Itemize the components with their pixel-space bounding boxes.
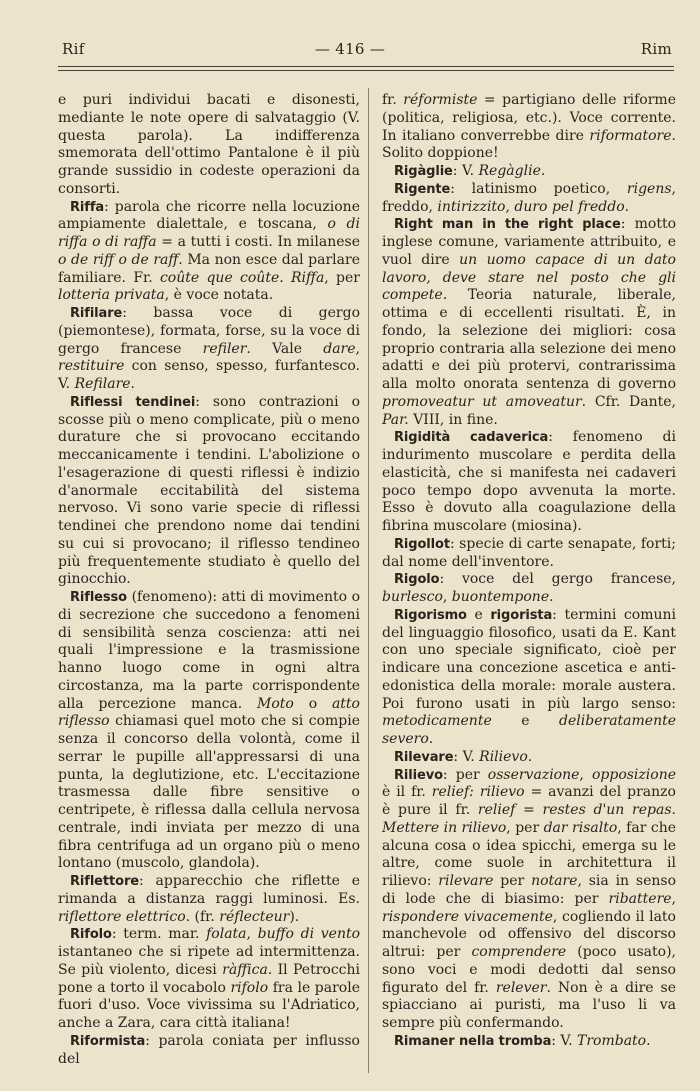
entry-text: : voce del gergo francese, — [439, 571, 676, 588]
italic-text: deliberatamente severo — [382, 713, 676, 747]
entry-headword: Riflesso — [70, 590, 128, 605]
entry-text: , — [442, 589, 452, 605]
italic-text: Par. — [382, 411, 409, 428]
entry-text: , per — [324, 269, 360, 286]
dictionary-entry — [382, 749, 676, 767]
entry-text: , per — [506, 819, 544, 836]
italic-text: buffo di vento — [257, 926, 361, 943]
dictionary-entry — [382, 163, 676, 181]
dictionary-entry — [382, 181, 676, 217]
italic-text: intirizzito — [437, 198, 506, 215]
italic-text: Refilare — [74, 376, 131, 392]
entry-text: fr. — [382, 92, 404, 108]
entry-text: con senso, spesso, furfantesco. V. — [58, 358, 360, 392]
italic-text: opposizione — [591, 766, 676, 783]
entry-text: , cogliendo il lato manchevole od offensivo del discorso altrui: per — [382, 908, 676, 960]
entry-text: istantaneo che si ripete ad intermittenza. Se più violento, dicesi — [58, 944, 360, 978]
entry-text: (fenomeno): atti di movimento o di secrezione che succedono a fenomeni di sensibilità senza coscienza: atti nei quali l'impressione e la trasmissione hanno luogo come in ogni altra circostanza, ma la parte corrispondente alla percezione manca. — [58, 589, 360, 712]
dictionary-entry — [382, 429, 676, 536]
entry-text: , — [505, 198, 515, 215]
entry-headword: Rilevare — [394, 749, 454, 765]
right-column — [382, 92, 676, 1051]
italic-text: ràffica — [222, 961, 268, 978]
entry-text: e puri individui bacati e disonesti, mediante le note opere di salvataggio (V. questa parola). La indifferenza smemorata dell'ottimo Pantalone è il più grande sussidio in codeste operazioni da consorti. — [58, 92, 360, 197]
italic-text: ribattere — [608, 890, 672, 907]
italic-text: lotteria privata — [58, 287, 165, 304]
running-head-left: Rif — [62, 40, 85, 58]
entry-headword: Rigidità cadaverica — [394, 430, 549, 446]
entry-headword: Rimaner nella tromba — [394, 1033, 552, 1049]
italic-text: restituire — [58, 358, 125, 375]
italic-text: o di riffa o di raffa — [58, 216, 360, 250]
italic-text: Mettere in rilievo — [382, 819, 507, 836]
entry-text: , — [355, 340, 360, 357]
entry-headword: Riffa — [70, 199, 105, 215]
entry-text: = a tutti i costi. In milanese — [156, 234, 360, 250]
entry-text: . Solito doppione! — [382, 127, 676, 162]
dictionary-entry — [382, 571, 676, 607]
italic-text: o de riff o de raff. — [58, 251, 183, 268]
entry-text: , è voce notata. — [164, 287, 274, 304]
italic-text: burlesco — [382, 589, 443, 605]
italic-text: rispondere vivacemente — [382, 908, 553, 925]
entry-text: (poco usato), sono voci e modi dedotti dal senso figurato del fr. — [382, 944, 676, 996]
italic-text: coûte que coûte. — [159, 269, 284, 286]
entry-text: : latinismo poetico, — [450, 180, 627, 197]
entry-headword: Rilievo — [394, 767, 443, 783]
entry-text: : term. mar. — [111, 926, 207, 943]
italic-text: relief: rilievo — [431, 784, 525, 801]
entry-text: . Cfr. Dante, — [581, 393, 676, 410]
entry-text: e — [491, 713, 560, 730]
entry-headword: Rigollot — [394, 536, 450, 552]
dictionary-entry — [382, 607, 676, 749]
entry-text: . — [428, 731, 434, 747]
italic-text: rifolo — [230, 979, 269, 996]
entry-text: : bassa voce di gergo (piemontese), formata, forse, su la voce di gergo francese — [58, 305, 360, 357]
header-rule-bottom — [58, 70, 674, 71]
entry-text: , — [579, 766, 592, 783]
entry-text: e — [466, 606, 491, 623]
entry-text: : V. — [551, 1032, 577, 1049]
dictionary-entry — [382, 767, 676, 1033]
entry-text: . — [540, 163, 546, 179]
italic-text: atto riflesso — [58, 695, 360, 730]
entry-headword: rigorista — [490, 607, 553, 623]
italic-text: dare — [323, 340, 356, 357]
italic-text: duro pel freddo — [514, 198, 625, 215]
dictionary-entry — [382, 1033, 676, 1051]
italic-text: Moto — [257, 695, 294, 712]
dictionary-entry — [58, 589, 360, 873]
entry-headword: Rigolo — [394, 572, 440, 588]
entry-text: è il fr. — [382, 784, 432, 801]
page-number: — 416 — — [314, 40, 386, 58]
dictionary-entry — [58, 926, 360, 1033]
dictionary-entry — [58, 394, 360, 589]
entry-text: : sono contrazioni o scosse più o meno complicate, più o meno durature che si provocano eccitando meccanicamente i tendini. L'abolizione o l'esagerazione di questi riflessi è indizio d'anormale eccitabilità del sistema nervoso. Vi sono varie specie di riflessi tendinei che prendono nome dai tendini su cui si provocano; il riflesso tendineo più frequentemente studiato è quello del ginocchio. — [58, 393, 360, 588]
italic-text: Riffa — [291, 269, 325, 286]
dictionary-entry — [382, 216, 676, 429]
italic-text: osservazione — [487, 766, 580, 783]
entry-text: : termini comuni del linguaggio filosofico, usati da E. Kant con uno speciale significato, cioè per indicare una concezione ascetica e anti-edonistica della morale: morale austera. Poi furono usati in più largo senso: — [382, 606, 676, 712]
entry-text: : parola che ricorre nella locuzione ampiamente dialettale, e toscana, — [58, 198, 360, 233]
italic-text: relever — [495, 979, 547, 996]
italic-text: Trombato — [577, 1032, 647, 1049]
entry-text: . (fr. — [185, 908, 220, 925]
italic-text: promoveatur ut amoveatur — [382, 393, 582, 410]
entry-text: , freddo, — [382, 180, 676, 215]
italic-text: réflecteur — [219, 908, 290, 925]
entry-text: . — [549, 589, 554, 605]
italic-text: rigens — [626, 180, 672, 197]
left-column — [58, 92, 360, 1068]
entry-text: . — [646, 1032, 651, 1049]
italic-text: Regàglie — [478, 163, 541, 179]
entry-text: . Non è a dire se spiacciano ai puristi, ma l'uso li va sempre più confermando. — [382, 979, 676, 1031]
italic-text: dar risalto — [543, 819, 618, 836]
italic-text: buontempone — [451, 589, 550, 605]
italic-text: notare — [531, 873, 578, 889]
entry-headword: Rifilare — [70, 306, 123, 321]
entry-text: : specie di carte senapate, forti; dal nome dell'inventore. — [382, 535, 676, 570]
entry-text: per — [493, 873, 532, 889]
dictionary-entry — [58, 305, 360, 394]
entry-text: : V. — [453, 748, 480, 765]
entry-headword: Rigàglie — [394, 164, 453, 179]
entry-headword: Riflettore — [70, 874, 139, 889]
entry-text: . Il Petrocchi pone a torto il vocabolo — [58, 961, 361, 996]
italic-text: comprendere — [471, 944, 567, 960]
dictionary-entry — [58, 873, 360, 926]
italic-text: refiler — [202, 340, 247, 357]
entry-text: . — [671, 802, 676, 818]
entry-text: . Teoria naturale, liberale, ottima e di eccellenti risultati. È, in fondo, la selezione dei migliori: cosa proprio contraria alla selezione dei meno adatti e dei più protervi, contrarissima alla molto onorata sentenza di governo — [382, 287, 676, 392]
entry-continuation — [58, 92, 360, 199]
entry-text: , far che alcuna cosa o idea spicchi, emerga su le altre, come suole in architettura il rilievo: — [382, 819, 676, 889]
column-separator — [368, 88, 369, 1073]
dictionary-entry — [58, 199, 360, 306]
entry-text: . Vale — [246, 340, 324, 357]
italic-text: folata — [206, 926, 247, 943]
entry-headword: Rigorismo — [394, 607, 467, 623]
entry-headword: Rifolo — [70, 927, 112, 943]
entry-text: . — [130, 376, 135, 392]
italic-text: metodicamente — [382, 713, 492, 730]
entry-text: : per — [442, 766, 488, 783]
italic-text: réformiste — [403, 92, 478, 108]
entry-headword: Right man in the right place — [394, 217, 621, 233]
dictionary-entry — [58, 1033, 360, 1069]
entry-text — [284, 270, 291, 286]
entry-text: . — [624, 198, 630, 215]
entry-text: . — [527, 748, 533, 765]
entry-text: , sia in senso di lode che di biasimo: per — [382, 873, 676, 907]
italic-text: relief = restes d'un repas — [477, 802, 672, 818]
entry-text: VIII, in fine. — [408, 411, 498, 428]
entry-text: = partigiano delle riforme (politica, religiosa, etc.). Voce corrente. In italiano converrebbe dire — [382, 92, 676, 144]
italic-text: riflettore elettrico — [58, 908, 186, 925]
entry-text: fra le parole fuori d'uso. Voce vivissima su l'Adriatico, anche a Zara, cara città italiana! — [58, 979, 360, 1031]
dictionary-entry — [382, 536, 676, 572]
entry-text: , — [246, 926, 258, 943]
entry-text: = avanzi del pranzo è pure il fr. — [382, 784, 676, 818]
italic-text: riformatore — [589, 127, 672, 144]
header-rule-top — [58, 66, 674, 67]
italic-text: Rilievo — [479, 748, 528, 765]
entry-text: : apparecchio che riflette e rimanda a distanza raggi luminosi. Es. — [58, 873, 360, 907]
italic-text: un uomo capace di un dato lavoro, deve stare nel posto che gli compete — [382, 251, 676, 304]
entry-text: : parola coniata per influsso del — [58, 1032, 360, 1067]
entry-text: , — [671, 890, 676, 907]
entry-text: ). — [289, 908, 300, 925]
entry-text: chiamasi quel moto che si compie senza il concorso della volontà, come il serrar le pupille all'appressarsi di una punta, la deglutizione, etc. L'eccitazione trasmessa dalle fibre sensitive o centripete, è riflessa dalla cellula nervosa centrale, indi inviata per mezzo di una fibra centrifuga ad un organo più o meno lontano (muscolo, glandola). — [58, 713, 360, 872]
entry-text: : fenomeno di indurimento muscolare e perdita della elasticità, che si manifesta nei cadaveri poco tempo dopo avvenuta la morte. Esso è dovuto alla coagulazione della fibrina muscolare (miosina). — [382, 429, 676, 534]
entry-text: : motto inglese comune, variamente attribuito, e vuol dire — [382, 216, 676, 268]
entry-continuation — [382, 92, 676, 163]
entry-headword: Rigente — [394, 181, 451, 197]
entry-headword: Riflessi tendinei — [70, 394, 196, 410]
entry-text: : V. — [452, 163, 479, 179]
entry-headword: Riformista — [70, 1033, 146, 1049]
italic-text: rilevare — [438, 873, 494, 889]
entry-text: o — [293, 695, 332, 712]
running-head-right: Rim — [640, 40, 672, 58]
entry-text: Ma non esce dal parlare familiare. Fr. — [58, 251, 360, 286]
